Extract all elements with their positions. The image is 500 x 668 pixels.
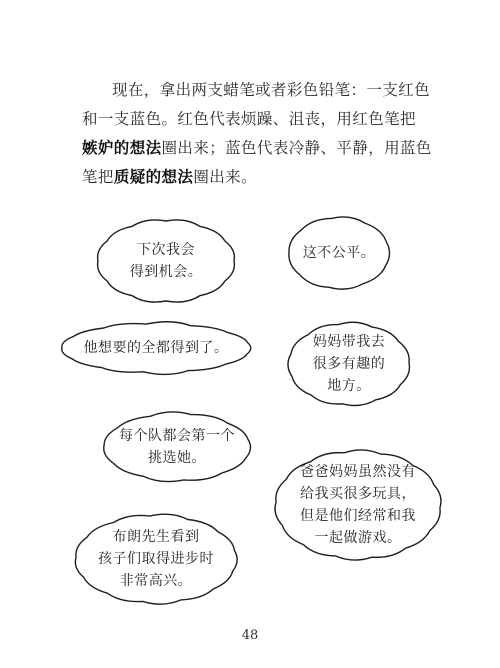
cloud-text-line: 一起做游戏。 [314,530,402,546]
instruction-line: 现在，拿出两支蜡笔或者彩色铅笔：一支红色 [112,81,431,99]
cloud-text-line: 但是他们经常和我 [300,508,416,524]
cloud-text-line: 下次我会 [137,242,195,258]
cloud-text-line: 很多有趣的 [312,356,386,372]
instruction-line: 和一支蓝色。红色代表烦躁、沮丧，用红色笔把 [82,110,416,128]
jealous-thoughts-term: 嫉妒的想法 [82,139,162,157]
instruction-line [82,163,426,192]
thought-cloud[interactable] [283,318,415,410]
thought-cloud[interactable] [92,215,240,307]
cloud-text-line: 布朗先生看到 [112,529,200,545]
cloud-text-line: 这不公平。 [302,245,376,261]
cloud-text-line: 非常高兴。 [119,573,193,589]
instruction-paragraph [82,76,432,192]
cloud-text-line: 每个队都会第一个 [119,428,235,444]
cloud-text-line: 妈妈带我去 [312,334,386,350]
cloud-text-line: 他想要的全都得到了。 [83,340,229,356]
cloud-text-line: 给我买很多玩具， [300,486,416,502]
instruction-text: 笔把 [82,168,114,186]
instruction-line [82,134,432,163]
thought-cloud[interactable] [283,212,395,294]
questioning-thoughts-term: 质疑的想法 [113,168,194,186]
instruction-text: 圈出来；蓝色代表冷静、平静，用蓝色 [161,139,432,157]
cloud-text-line: 孩子们取得进步时 [98,551,214,567]
thought-cloud[interactable] [270,446,446,564]
thought-cloud[interactable] [98,408,256,486]
thought-cloud[interactable] [56,318,256,378]
instruction-text: 圈出来。 [193,168,257,186]
cloud-text-line: 地方。 [327,378,371,394]
cloud-text-line: 爸爸妈妈虽然没有 [300,464,416,480]
page-number: 48 [241,628,259,643]
cloud-text-line: 挑选她。 [148,450,206,466]
cloud-text-line: 得到机会。 [129,264,203,280]
thought-cloud[interactable] [70,510,242,608]
